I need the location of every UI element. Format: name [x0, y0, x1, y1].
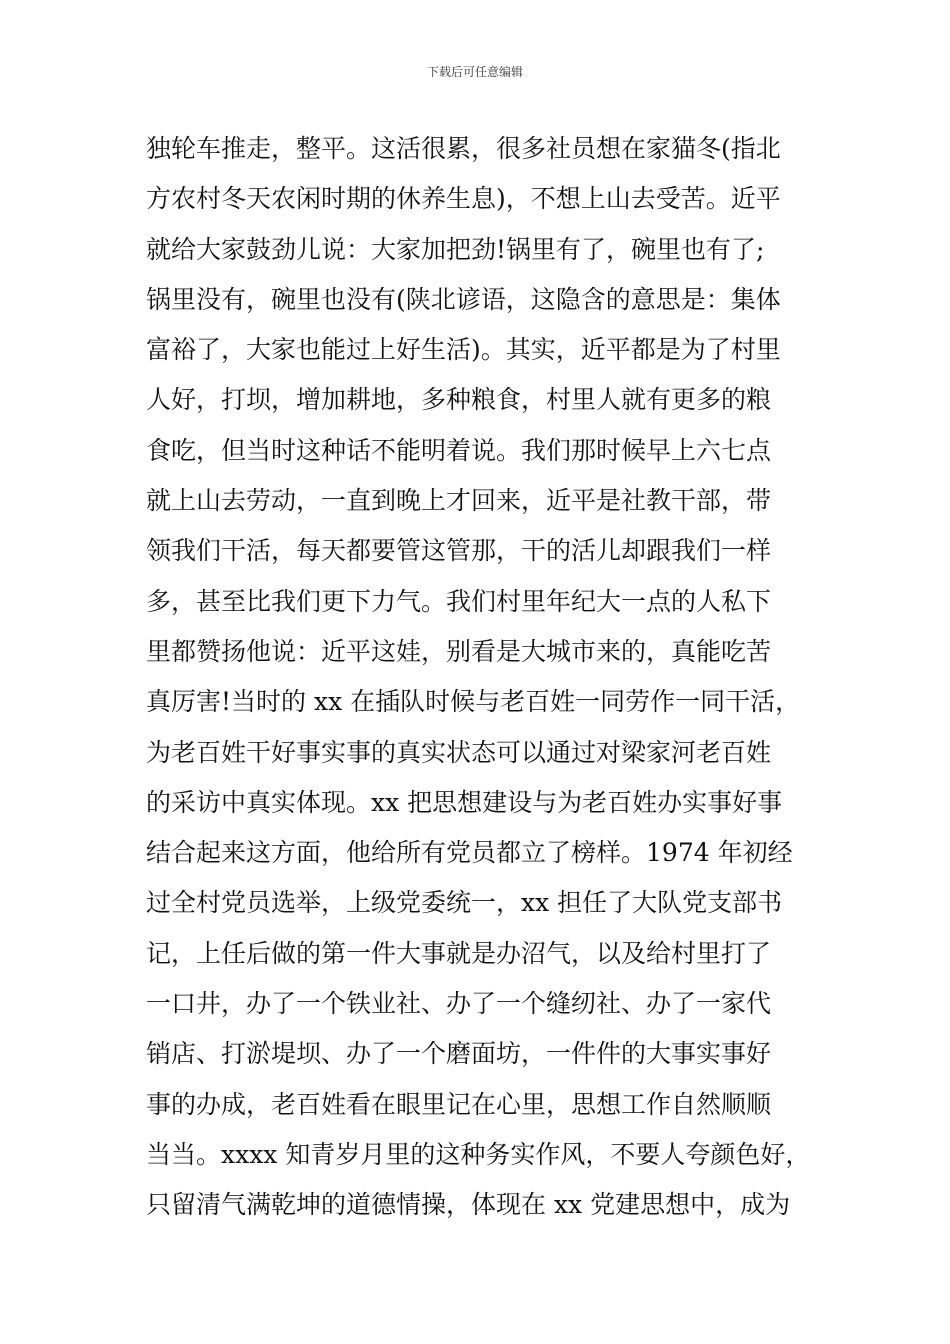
text-line: 过全村党员选举，上级党委统一，xx 担任了大队党支部书 [146, 888, 783, 918]
text-line: 就上山去劳动，一直到晚上才回来，近平是社教干部，带 [146, 486, 772, 516]
text-line: 方农村冬天农闲时期的休养生息)，不想上山去受苦。近平 [146, 184, 781, 214]
text-line: 食吃，但当时这种话不能明着说。我们那时候早上六七点 [146, 435, 772, 465]
text-line: 结合起来这方面，他给所有党员都立了榜样。1974 年初经 [146, 838, 793, 868]
text-line: 事的办成，老百姓看在眼里记在心里，思想工作自然顺顺 [146, 1089, 772, 1119]
text-line: 多，甚至比我们更下力气。我们村里年纪大一点的人私下 [146, 586, 772, 616]
text-line: 就给大家鼓劲儿说：大家加把劲!锅里有了，碗里也有了; [146, 234, 765, 264]
text-line: 独轮车推走，整平。这活很累，很多社员想在家猫冬(指北 [146, 134, 781, 163]
text-line: 销店、打淤堤坝、办了一个磨面坊，一件件的大事实事好 [146, 1039, 772, 1069]
text-line: 当当。xxxx 知青岁月里的这种务实作风，不要人夸颜色好， [146, 1139, 811, 1169]
text-line: 一口井，办了一个铁业社、办了一个缝纫社、办了一家代 [146, 989, 772, 1019]
text-line: 富裕了，大家也能过上好生活)。其实，近平都是为了村里 [146, 335, 781, 365]
text-line: 为老百姓干好事实事的真实状态可以通过对梁家河老百姓 [146, 737, 772, 767]
text-line: 锅里没有，碗里也没有(陕北谚语，这隐含的意思是：集体 [146, 284, 781, 314]
text-line: 领我们干活，每天都要管这管那，干的活儿却跟我们一样 [146, 536, 772, 566]
page-header: 下载后可任意编辑 [426, 65, 523, 79]
text-line: 真厉害!当时的 xx 在插队时候与老百姓一同劳作一同干活， [146, 687, 801, 717]
text-line: 里都赞扬他说：近平这娃，别看是大城市来的，真能吃苦 [146, 636, 772, 666]
text-line: 记，上任后做的第一件大事就是办沼气，以及给村里打了 [146, 938, 772, 968]
text-line: 人好，打坝，增加耕地，多种粮食，村里人就有更多的粮 [146, 385, 772, 415]
body-text [146, 124, 810, 1231]
text-line: 的采访中真实体现。xx 把思想建设与为老百姓办实事好事 [146, 787, 783, 817]
text-line: 只留清气满乾坤的道德情操，体现在 xx 党建思想中，成为 [146, 1190, 791, 1220]
